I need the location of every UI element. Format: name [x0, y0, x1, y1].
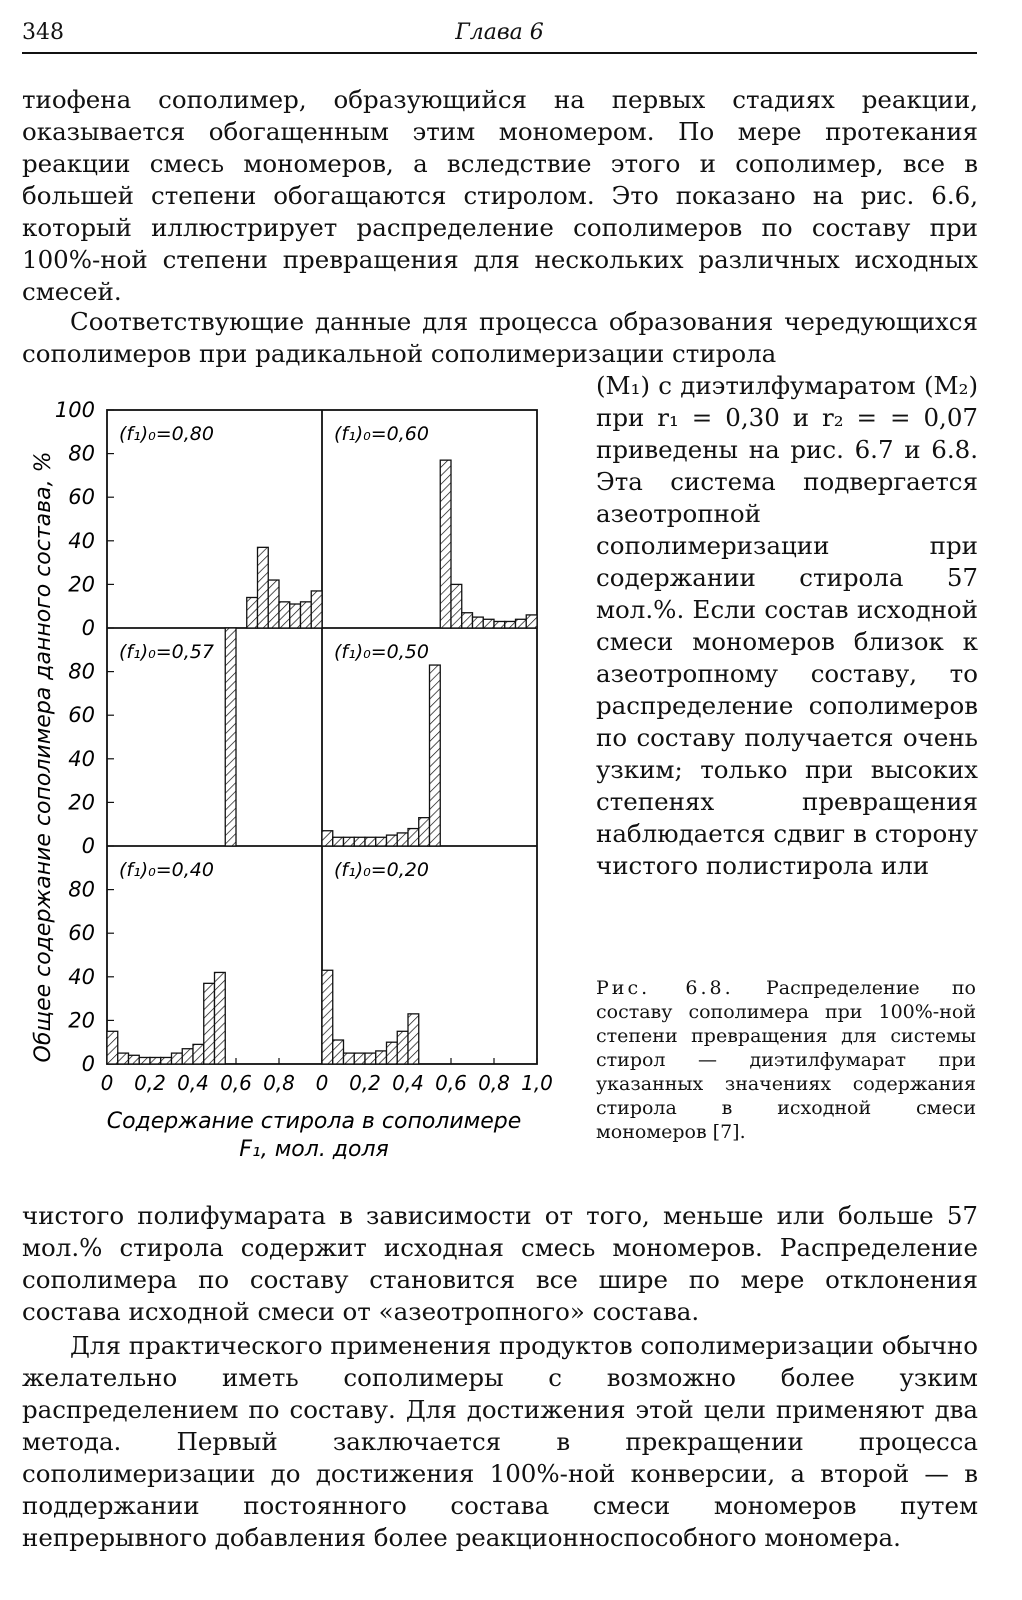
x-tick-label: 0,6: [220, 1071, 252, 1095]
histogram-bar: [365, 837, 376, 846]
histogram-bar: [397, 833, 408, 846]
histogram-bar: [258, 547, 269, 628]
x-tick-label: 0,8: [478, 1071, 510, 1095]
y-tick-label: 40: [68, 746, 95, 771]
histogram-bar: [483, 619, 494, 628]
x-axis-title-line-2: F₁, мол. доля: [239, 1137, 389, 1162]
histogram-bar: [215, 972, 226, 1064]
histogram-bar: [193, 1044, 204, 1064]
histogram-bar: [322, 831, 333, 846]
histogram-bar: [290, 604, 301, 628]
histogram-bar: [344, 837, 355, 846]
y-tick-label: 40: [68, 528, 95, 553]
x-tick-label: 0,6: [435, 1071, 467, 1095]
histogram-bar: [129, 1055, 140, 1064]
y-tick-label: 40: [68, 964, 95, 989]
page-number: 348: [22, 20, 64, 45]
histogram-bar: [408, 1014, 419, 1064]
y-tick-label: 0: [81, 616, 95, 640]
histogram-bar: [333, 1040, 344, 1064]
histogram-bar: [333, 837, 344, 846]
histogram-bar: [322, 970, 333, 1064]
y-tick-label: 20: [68, 1008, 95, 1033]
histogram-bar: [279, 602, 290, 628]
histogram-bar: [107, 1031, 118, 1064]
y-tick-label: 60: [68, 921, 95, 946]
x-axis-title-line-1: Содержание стирола в сополимере: [106, 1109, 522, 1134]
y-tick-label: 60: [68, 485, 95, 510]
histogram-bar: [376, 1051, 387, 1064]
caption-label: Рис. 6.8.: [596, 977, 734, 999]
composition-distribution-figure: [0, 390, 580, 1190]
paragraph-2-start: Соответствующие данные для процесса образования чередующихся сополимеров при радикальной сополимеризации стирола: [22, 307, 978, 368]
histogram-bar: [247, 597, 258, 628]
panel-label: (f₁)₀=0,20: [334, 859, 429, 881]
y-tick-label: 0: [81, 834, 95, 858]
panel-label: (f₁)₀=0,80: [119, 423, 214, 445]
figure-frame: [107, 410, 537, 1064]
histogram-bar: [451, 584, 462, 628]
histogram-bar: [494, 621, 505, 628]
histogram-bar: [376, 837, 387, 846]
histogram-bar: [440, 460, 451, 628]
histogram-bar: [354, 837, 365, 846]
histogram-bar: [172, 1053, 183, 1064]
y-tick-label: 60: [68, 703, 95, 728]
panel-label: (f₁)₀=0,60: [334, 423, 429, 445]
panel-label: (f₁)₀=0,40: [119, 859, 214, 881]
x-tick-label: 0,2: [134, 1071, 166, 1095]
histogram-bar: [354, 1053, 365, 1064]
y-axis-title: Общее содержание сополимера данного состава, %: [31, 451, 56, 1063]
histogram-bar: [419, 818, 430, 846]
histogram-bar: [182, 1049, 193, 1064]
histogram-bar: [301, 602, 312, 628]
histogram-bar: [526, 615, 537, 628]
panel-label: (f₁)₀=0,50: [334, 641, 429, 663]
y-tick-label: 0: [81, 1052, 95, 1076]
y-tick-label: 80: [68, 877, 95, 902]
histogram-bar: [462, 613, 473, 628]
histogram-bar: [397, 1031, 408, 1064]
histogram-bar: [516, 619, 527, 628]
histogram-bar: [365, 1053, 376, 1064]
y-tick-label: 80: [68, 441, 95, 466]
x-tick-label: 0,4: [177, 1071, 209, 1095]
histogram-bar: [430, 665, 441, 846]
histogram-bar: [387, 835, 398, 846]
histogram-bar: [311, 591, 322, 628]
page-header: [22, 18, 977, 54]
y-tick-label: 20: [68, 572, 95, 597]
histogram-bar: [225, 628, 236, 846]
histogram-bar: [387, 1042, 398, 1064]
histogram-bar: [150, 1057, 161, 1064]
figure-caption: [596, 976, 976, 1144]
y-tick-label: 100: [54, 398, 95, 422]
x-tick-label: 0: [100, 1071, 114, 1095]
histogram-bar: [161, 1057, 172, 1064]
x-tick-label: 0,4: [392, 1071, 424, 1095]
paragraph-4: Для практического применения продуктов сополимеризации обычно желательно иметь сополимеры с возможно более узким распределением по составу. Для достижения этой цели применяют два метода. Первый заключается в прекращении процесса сополимеризации до достижения 100%-ной конверсии, а второй — в поддержании постоянного состава смеси мономеров путем непрерывного добавления более реакционноспособного мономера.: [22, 1331, 978, 1552]
x-tick-label: 1,0: [521, 1071, 553, 1095]
histogram-bar: [344, 1053, 355, 1064]
paragraph-1: тиофена сополимер, образующийся на первых стадиях реакции, оказывается обогащенным этим мономером. По мере протекания реакции смесь мономеров, а вследствие этого и сополимер, все в большей степени обогащаются стиролом. Это показано на рис. 6.6, который иллюстрирует распределение сополимеров по составу при 100%-ной степени превращения для нескольких различных исходных смесей.: [22, 85, 978, 306]
panel-label: (f₁)₀=0,57: [119, 641, 214, 663]
histogram-bar: [139, 1057, 150, 1064]
histogram-bar: [204, 983, 215, 1064]
x-tick-label: 0,8: [263, 1071, 295, 1095]
running-head: Глава 6: [455, 20, 544, 45]
histogram-bar: [268, 580, 279, 628]
paragraph-3: чистого полифумарата в зависимости от того, меньше или больше 57 мол.% стирола содержит исходная смесь мономеров. Распределение сополимера по составу становится все шире по мере отклонения состава исходной смеси от «азеотропного» состава.: [22, 1201, 978, 1326]
histogram-bar: [118, 1053, 129, 1064]
y-tick-label: 20: [68, 790, 95, 815]
caption-text: Распределение по составу сополимера при 100%-ной степени превращения для системы стирол — диэтилфумарат при указанных значениях содержания стирола в исходной смеси мономеров [7].: [596, 977, 976, 1143]
histogram-bar: [408, 829, 419, 846]
x-tick-label: 0,2: [349, 1071, 381, 1095]
paragraph-2-wrap: (M₁) с диэтилфумаратом (M₂) при r₁ = 0,30 и r₂ = = 0,07 приведены на рис. 6.7 и 6.8. Эта система подвергается азеотропной сополимеризации при содержании стирола 57 мол.%. Если состав исходной смеси мономеров близок к азеотропному составу, то распределение сополимеров по составу получается очень узким; только при высоких степенях превращения наблюдается сдвиг в сторону чистого полистирола или: [596, 371, 978, 880]
x-tick-label: 0: [315, 1071, 329, 1095]
y-tick-label: 80: [68, 659, 95, 684]
histogram-bar: [505, 621, 516, 628]
histogram-bar: [473, 617, 484, 628]
